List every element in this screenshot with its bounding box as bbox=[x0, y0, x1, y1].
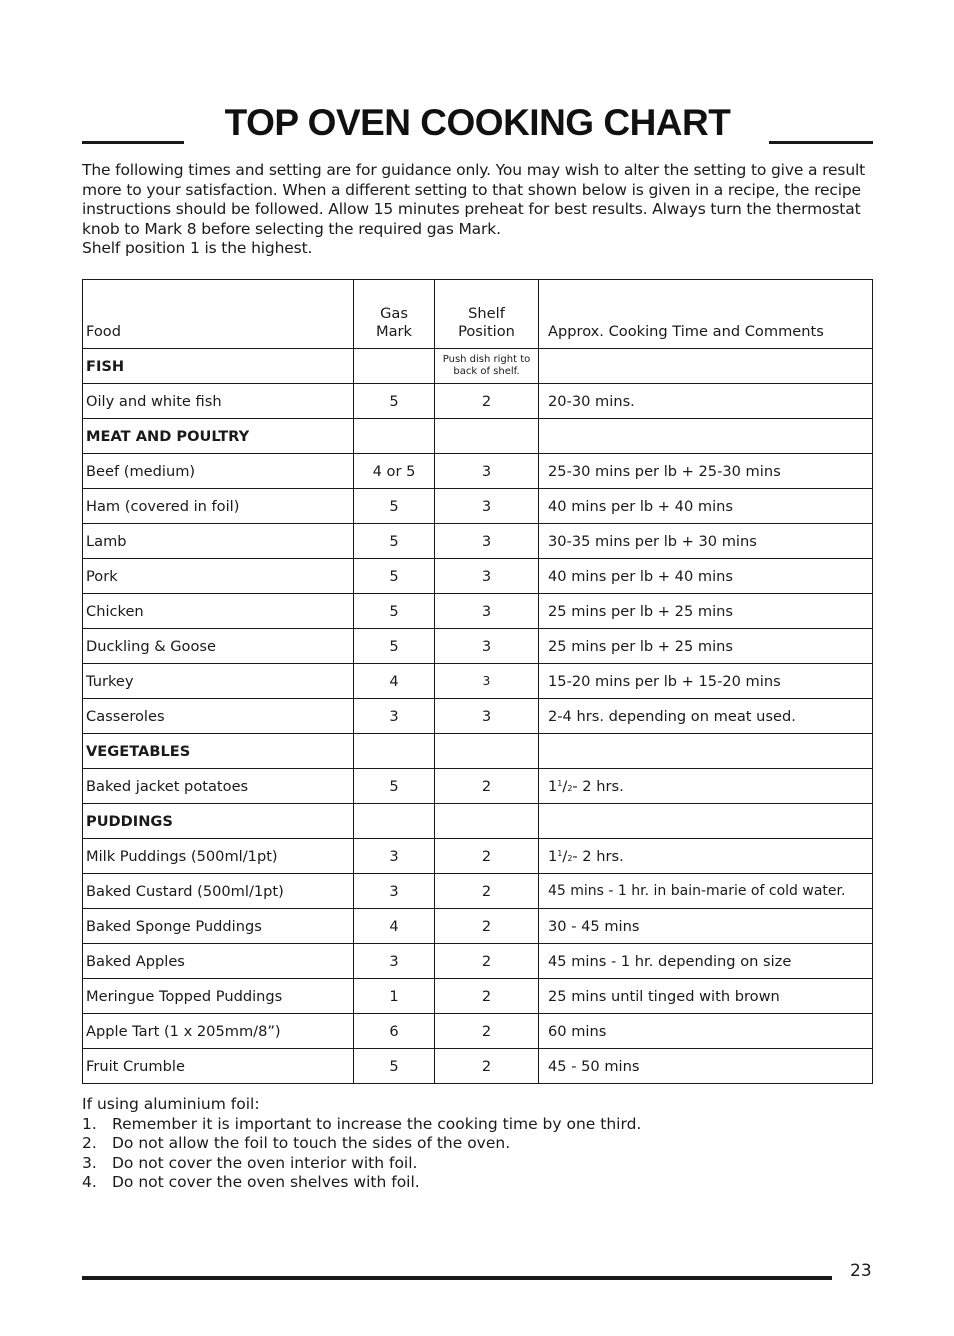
foil-note-text: Remember it is important to increase the cooking time by one third. bbox=[112, 1114, 642, 1133]
table-row bbox=[83, 524, 873, 559]
table-row bbox=[83, 699, 873, 734]
page-title: TOP OVEN COOKING CHART bbox=[224, 102, 731, 143]
gas-mark-cell: 5 bbox=[354, 489, 435, 524]
table-row bbox=[83, 769, 873, 804]
shelf-note-text: Push dish right to back of shelf. bbox=[442, 354, 531, 377]
shelf-position-cell bbox=[435, 349, 539, 384]
comment-cell: 45 - 50 mins bbox=[539, 1049, 873, 1084]
comment-cell: 40 mins per lb + 40 mins bbox=[539, 489, 873, 524]
food-cell: Turkey bbox=[83, 664, 354, 699]
comment-cell: 45 mins - 1 hr. in bain-marie of cold water. bbox=[539, 874, 873, 909]
comment-cell: 2-4 hrs. depending on meat used. bbox=[539, 699, 873, 734]
foil-note-number: 3. bbox=[82, 1153, 97, 1172]
cooking-chart-table bbox=[82, 279, 873, 1084]
intro-paragraph: The following times and setting are for guidance only. You may wish to alter the setting to give a result more to your satisfaction. When a different setting to that shown below is given in a recipe, the recipe instructions should be followed. Allow 15 minutes preheat for best results. Always turn the thermostat knob to Mark 8 before selecting the required gas Mark. bbox=[82, 161, 866, 238]
comment-cell bbox=[539, 839, 873, 874]
gas-mark-cell: 4 bbox=[354, 664, 435, 699]
comment-cell: 25 mins per lb + 25 mins bbox=[539, 629, 873, 664]
shelf-position-cell: 2 bbox=[435, 909, 539, 944]
comment-rest: - 2 hrs. bbox=[572, 777, 624, 795]
shelf-position-cell bbox=[435, 419, 539, 454]
shelf-position-cell: 2 bbox=[435, 979, 539, 1014]
intro-text bbox=[82, 161, 882, 259]
header-gas-mark-line1: Gas bbox=[380, 305, 408, 322]
food-cell: Fruit Crumble bbox=[83, 1049, 354, 1084]
food-cell: Meringue Topped Puddings bbox=[83, 979, 354, 1014]
food-cell: Chicken bbox=[83, 594, 354, 629]
gas-mark-cell: 1 bbox=[354, 979, 435, 1014]
comment-cell: 30-35 mins per lb + 30 mins bbox=[539, 524, 873, 559]
gas-mark-cell: 5 bbox=[354, 594, 435, 629]
header-gas-mark bbox=[354, 280, 435, 349]
shelf-position-cell bbox=[435, 804, 539, 839]
shelf-position-cell: 3 bbox=[435, 559, 539, 594]
gas-mark-cell: 4 bbox=[354, 909, 435, 944]
foil-notes-heading: If using aluminium foil: bbox=[82, 1095, 260, 1113]
gas-mark-cell: 6 bbox=[354, 1014, 435, 1049]
comment-cell bbox=[539, 804, 873, 839]
header-food: Food bbox=[83, 280, 354, 349]
shelf-position-cell: 2 bbox=[435, 384, 539, 419]
table-row bbox=[83, 489, 873, 524]
title-rule-right bbox=[769, 141, 873, 144]
table-row bbox=[83, 559, 873, 594]
comment-cell: 25 mins per lb + 25 mins bbox=[539, 594, 873, 629]
gas-mark-cell: 5 bbox=[354, 769, 435, 804]
comment-cell: 60 mins bbox=[539, 1014, 873, 1049]
fraction-denominator: 2 bbox=[567, 853, 573, 863]
header-gas-mark-line2: Mark bbox=[376, 323, 412, 340]
header-shelf-position bbox=[435, 280, 539, 349]
shelf-position-cell: 2 bbox=[435, 839, 539, 874]
fraction: $1^1/2$ bbox=[548, 777, 573, 795]
table-header-row bbox=[83, 280, 873, 349]
gas-mark-cell: 5 bbox=[354, 1049, 435, 1084]
food-cell: Duckling & Goose bbox=[83, 629, 354, 664]
gas-mark-cell: 3 bbox=[354, 944, 435, 979]
title-block bbox=[82, 100, 873, 150]
food-cell: Ham (covered in foil) bbox=[83, 489, 354, 524]
shelf-position-cell: 2 bbox=[435, 874, 539, 909]
table-row bbox=[83, 1014, 873, 1049]
header-shelf-line2: Position bbox=[458, 323, 515, 340]
table-row bbox=[83, 664, 873, 699]
table-row bbox=[83, 979, 873, 1014]
table-row bbox=[83, 734, 873, 769]
shelf-position-cell: 3 bbox=[435, 629, 539, 664]
gas-mark-cell bbox=[354, 734, 435, 769]
footer-rule bbox=[82, 1276, 832, 1280]
shelf-position-cell bbox=[435, 734, 539, 769]
food-cell: Pork bbox=[83, 559, 354, 594]
shelf-position-cell: 2 bbox=[435, 1049, 539, 1084]
header-comments: Approx. Cooking Time and Comments bbox=[539, 280, 873, 349]
category-label: FISH bbox=[83, 349, 354, 384]
gas-mark-cell bbox=[354, 349, 435, 384]
comment-cell: 25 mins until tinged with brown bbox=[539, 979, 873, 1014]
gas-mark-cell: 5 bbox=[354, 559, 435, 594]
gas-mark-cell bbox=[354, 419, 435, 454]
comment-cell: 45 mins - 1 hr. depending on size bbox=[539, 944, 873, 979]
shelf-position-cell: 2 bbox=[435, 944, 539, 979]
comment-cell bbox=[539, 769, 873, 804]
shelf-position-cell: 3 bbox=[435, 664, 539, 699]
table-row bbox=[83, 629, 873, 664]
fraction: $1^1/2$ bbox=[548, 847, 573, 865]
fraction-denominator: 2 bbox=[567, 783, 573, 793]
foil-note-item bbox=[82, 1134, 882, 1154]
gas-mark-cell: 5 bbox=[354, 384, 435, 419]
food-cell: Beef (medium) bbox=[83, 454, 354, 489]
table-row bbox=[83, 804, 873, 839]
comment-cell bbox=[539, 349, 873, 384]
table-row bbox=[83, 454, 873, 489]
food-cell: Baked Sponge Puddings bbox=[83, 909, 354, 944]
category-label: VEGETABLES bbox=[83, 734, 354, 769]
comment-cell bbox=[539, 419, 873, 454]
shelf-position-cell: 2 bbox=[435, 1014, 539, 1049]
gas-mark-cell: 4 or 5 bbox=[354, 454, 435, 489]
category-label: PUDDINGS bbox=[83, 804, 354, 839]
table-body bbox=[83, 349, 873, 1084]
gas-mark-cell: 3 bbox=[354, 839, 435, 874]
shelf-position-cell: 3 bbox=[435, 489, 539, 524]
foil-note-text: Do not allow the foil to touch the sides of the oven. bbox=[112, 1134, 511, 1152]
gas-mark-cell: 3 bbox=[354, 874, 435, 909]
gas-mark-cell: 5 bbox=[354, 629, 435, 664]
comment-cell: 40 mins per lb + 40 mins bbox=[539, 559, 873, 594]
foil-note-number: 1. bbox=[82, 1114, 97, 1133]
comment-cell: 30 - 45 mins bbox=[539, 909, 873, 944]
foil-note-item bbox=[82, 1173, 882, 1193]
comment-rest: - 2 hrs. bbox=[572, 847, 624, 865]
table-row bbox=[83, 419, 873, 454]
table-row bbox=[83, 874, 873, 909]
fraction-numerator: 1 bbox=[557, 848, 563, 858]
gas-mark-cell bbox=[354, 804, 435, 839]
table-row bbox=[83, 384, 873, 419]
food-cell: Apple Tart (1 x 205mm/8”) bbox=[83, 1014, 354, 1049]
food-cell: Casseroles bbox=[83, 699, 354, 734]
foil-note-item bbox=[82, 1154, 882, 1174]
table-row bbox=[83, 944, 873, 979]
foil-note-number: 4. bbox=[82, 1173, 97, 1191]
foil-note-text: Do not cover the oven shelves with foil. bbox=[112, 1173, 420, 1191]
shelf-note: Shelf position 1 is the highest. bbox=[82, 239, 313, 258]
fraction-whole: 1 bbox=[548, 777, 558, 795]
food-cell: Milk Puddings (500ml/1pt) bbox=[83, 839, 354, 874]
shelf-position-cell: 3 bbox=[435, 524, 539, 559]
comment-cell: 15-20 mins per lb + 15-20 mins bbox=[539, 664, 873, 699]
shelf-position-cell: 3 bbox=[435, 454, 539, 489]
shelf-position-cell: 3 bbox=[435, 699, 539, 734]
comment-cell: 25-30 mins per lb + 25-30 mins bbox=[539, 454, 873, 489]
table-row bbox=[83, 839, 873, 874]
header-shelf-line1: Shelf bbox=[468, 305, 505, 322]
comment-cell: 20-30 mins. bbox=[539, 384, 873, 419]
shelf-position-cell: 2 bbox=[435, 769, 539, 804]
category-label: MEAT AND POULTRY bbox=[83, 419, 354, 454]
table-row bbox=[83, 909, 873, 944]
page-number: 23 bbox=[850, 1261, 872, 1281]
foil-note-text: Do not cover the oven interior with foil. bbox=[112, 1153, 418, 1172]
foil-note-item bbox=[82, 1115, 882, 1135]
comment-cell bbox=[539, 734, 873, 769]
table-row bbox=[83, 349, 873, 384]
foil-notes-list bbox=[82, 1115, 882, 1193]
food-cell: Lamb bbox=[83, 524, 354, 559]
shelf-position-cell: 3 bbox=[435, 594, 539, 629]
foil-notes bbox=[82, 1095, 882, 1193]
food-cell: Baked Apples bbox=[83, 944, 354, 979]
fraction-numerator: 1 bbox=[557, 778, 563, 788]
table-row bbox=[83, 594, 873, 629]
food-cell: Baked Custard (500ml/1pt) bbox=[83, 874, 354, 909]
food-cell: Oily and white fish bbox=[83, 384, 354, 419]
foil-note-number: 2. bbox=[82, 1134, 97, 1152]
fraction-whole: 1 bbox=[548, 847, 558, 865]
gas-mark-cell: 3 bbox=[354, 699, 435, 734]
table-row bbox=[83, 1049, 873, 1084]
gas-mark-cell: 5 bbox=[354, 524, 435, 559]
food-cell: Baked jacket potatoes bbox=[83, 769, 354, 804]
